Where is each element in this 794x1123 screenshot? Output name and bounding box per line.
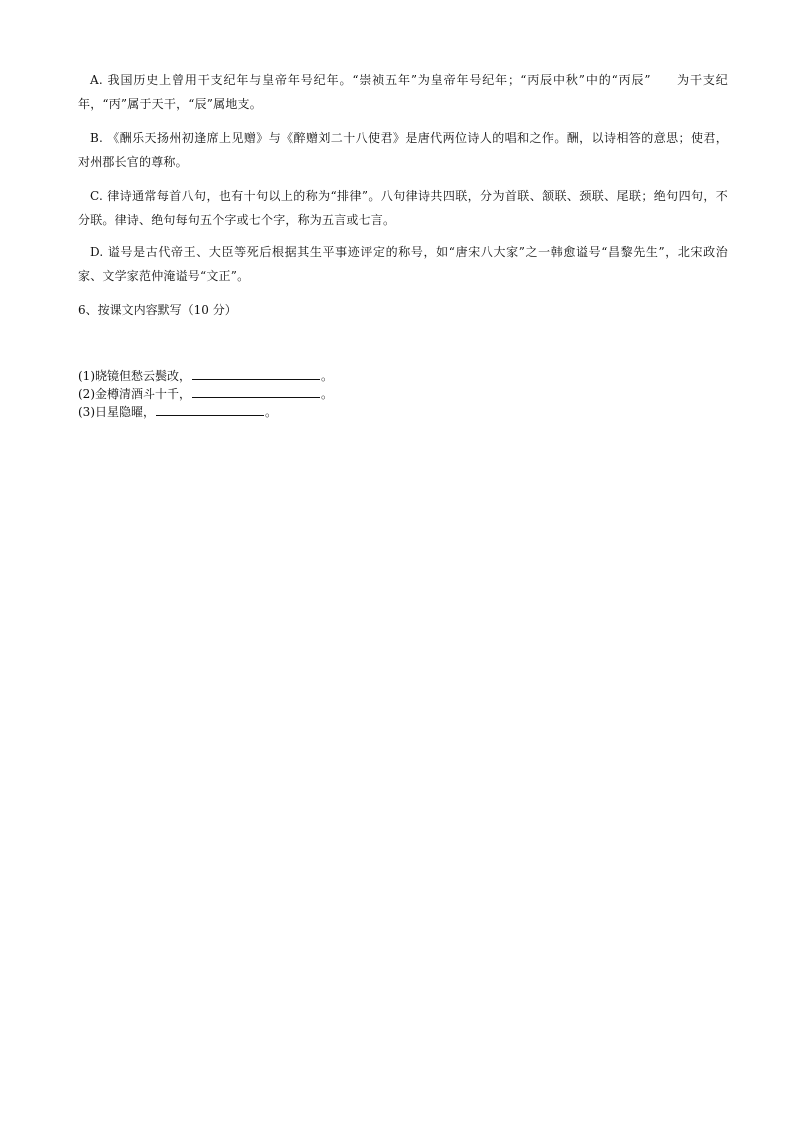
fill-in-suffix: 。 <box>321 387 334 401</box>
question-6-title: 6、按课文内容默写（10 分） <box>78 303 237 317</box>
fill-in-item-2 <box>78 384 333 403</box>
option-d: D. 谥号是古代帝王、大臣等死后根据其生平事迹评定的称号，如“唐宋八大家”之一韩愈谥号“昌黎先生”，北宋政治家、文学家范仲淹谥号“文正”。 <box>78 245 728 283</box>
answer-blank-3[interactable] <box>156 402 264 416</box>
fill-in-item-1 <box>78 366 333 385</box>
fill-in-prefix: (1)晓镜但愁云鬓改， <box>78 369 191 383</box>
fill-in-suffix: 。 <box>321 369 334 383</box>
answer-blank-1[interactable] <box>192 366 320 380</box>
option-a: A. 我国历史上曾用干支纪年与皇帝年号纪年。“崇祯五年”为皇帝年号纪年；“丙辰中秋”中的“丙辰” 为干支纪年，“丙”属于天干，“辰”属地支。 <box>78 73 728 111</box>
answer-blank-2[interactable] <box>192 384 320 398</box>
fill-in-prefix: (3)日星隐曜， <box>78 405 155 419</box>
option-b: B. 《酬乐天扬州初逢席上见赠》与《醉赠刘二十八使君》是唐代两位诗人的唱和之作。酬，以诗相答的意思；使君，对州郡长官的尊称。 <box>78 131 728 169</box>
fill-in-prefix: (2)金樽清酒斗十千， <box>78 387 191 401</box>
fill-in-item-3 <box>78 402 277 421</box>
fill-in-suffix: 。 <box>265 405 278 419</box>
option-c: C. 律诗通常每首八句，也有十句以上的称为“排律”。八句律诗共四联，分为首联、颔联、颈联、尾联；绝句四句，不分联。律诗、绝句每句五个字或七个字，称为五言或七言。 <box>78 189 728 227</box>
